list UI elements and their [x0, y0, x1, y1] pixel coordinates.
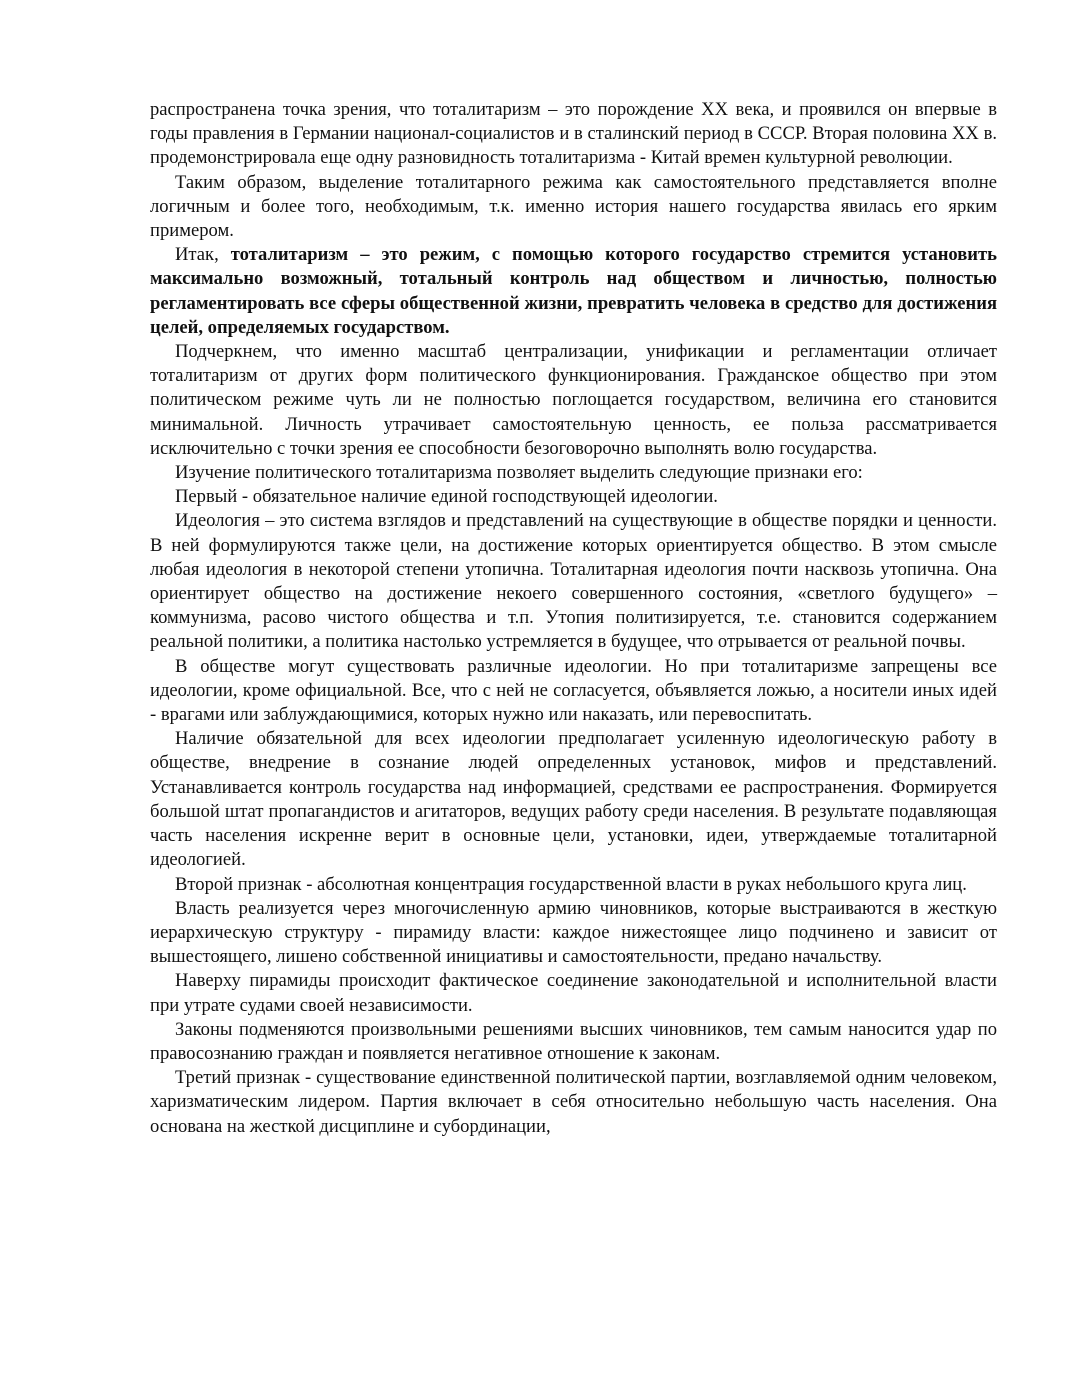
- definition-lead: Итак,: [175, 244, 231, 266]
- paragraph-ideology: Идеология – это система взглядов и представлений на существующие в обществе порядки и ценности. В ней формулируются также цели, на достижение которых ориентируется общество. В этом смысле любая идеология в некоторой степени утопична. Тоталитарная идеология почти насквозь утопична. Она ориентирует общество на достижение некоего совершенного состояния, «светлого будущего» – коммунизма, расово чистого общества и т.п. Утопия политизируется, т.е. становится содержанием реальной политики, а политика настолько устремляется в будущее, что отрывается от реальной почвы.: [150, 510, 997, 653]
- paragraph-totalitarian-regime: Таким образом, выделение тоталитарного режима как самостоятельного представляется вполне логичным и более того, необходимым, т.к. именно история нашего государства явилась его ярким примером.: [150, 171, 997, 242]
- paragraph-first-feature: Первый - обязательное наличие единой господствующей идеологии.: [175, 486, 718, 508]
- paragraph-third-feature: Третий признак - существование единственной политической партии, возглавляемой одним человеком, харизматическим лидером. Партия включает в себя относительно небольшую часть населения. Она основана на жесткой дисциплине и субординации,: [150, 1067, 997, 1137]
- paragraph-intro: распространена точка зрения, что тоталитаризм – это порождение ХХ века, и проявился он впервые в годы правления в Германии национал-социалистов и в сталинский период в СССР. Вторая половина ХХ в. продемонстрировала еще одну разновидность тоталитаризма - Китай времен культурной революции.: [150, 99, 997, 169]
- paragraph-ideological-work: Наличие обязательной для всех идеологии предполагает усиленную идеологическую работу в обществе, внедрение в сознание людей определенных установок, мифов и представлений. Устанавливается контроль государства над информацией, средствами ее распространения. Формируется большой штат пропагандистов и агитаторов, ведущих работу среди населения. В результате подавляющая часть населения искренне верит в основные цели, установки, идеи, утверждаемые тоталитарной идеологией.: [150, 728, 997, 871]
- paragraph-ideologies-banned: В обществе могут существовать различные идеологии. Но при тоталитаризме запрещены все идеологии, кроме официальной. Все, что с ней не согласуется, объявляется ложью, а носители иных идей - врагами или заблуждающимися, которых нужно или наказать, или перевоспитать.: [150, 655, 997, 726]
- paragraph-second-feature: Второй признак - абсолютная концентрация государственной власти в руках небольшого круга лиц.: [175, 873, 967, 895]
- paragraph-scale: Подчеркнем, что именно масштаб централизации, унификации и регламентации отличает тоталитаризм от других форм политического функционирования. Гражданское общество при этом политическом режиме чуть ли не полностью поглощается государством, величина его становится минимальной. Личность утрачивает самостоятельную ценность, ее польза рассматривается исключительно с точки зрения ее способности безоговорочно выполнять волю государства.: [150, 341, 997, 459]
- paragraph-laws: Законы подменяются произвольными решениями высших чиновников, тем самым наносится удар по правосознанию граждан и появляется негативное отношение к законам.: [150, 1018, 997, 1064]
- definition-bold: тоталитаризм – это режим, с помощью которого государство стремится установить максимально возможный, тотальный контроль над обществом и личностью, полностью регламентировать все сферы общественной жизни, превратить человека в средство для достижения целей, определяемых государством.: [150, 244, 997, 338]
- paragraph-features-intro: Изучение политического тоталитаризма позволяет выделить следующие признаки его:: [175, 462, 863, 484]
- document-page: [150, 98, 997, 1139]
- paragraph-bureaucracy: Власть реализуется через многочисленную армию чиновников, которые выстраиваются в жесткую иерархическую структуру - пирамиду власти: каждое нижестоящее лицо подчинено и зависит от вышестоящего, лишено собственной инициативы и самостоятельности, предано начальству.: [150, 897, 997, 968]
- paragraph-definition: [150, 243, 997, 340]
- paragraph-pyramid-top: Наверху пирамиды происходит фактическое соединение законодательной и исполнительной власти при утрате судами своей независимости.: [150, 970, 997, 1016]
